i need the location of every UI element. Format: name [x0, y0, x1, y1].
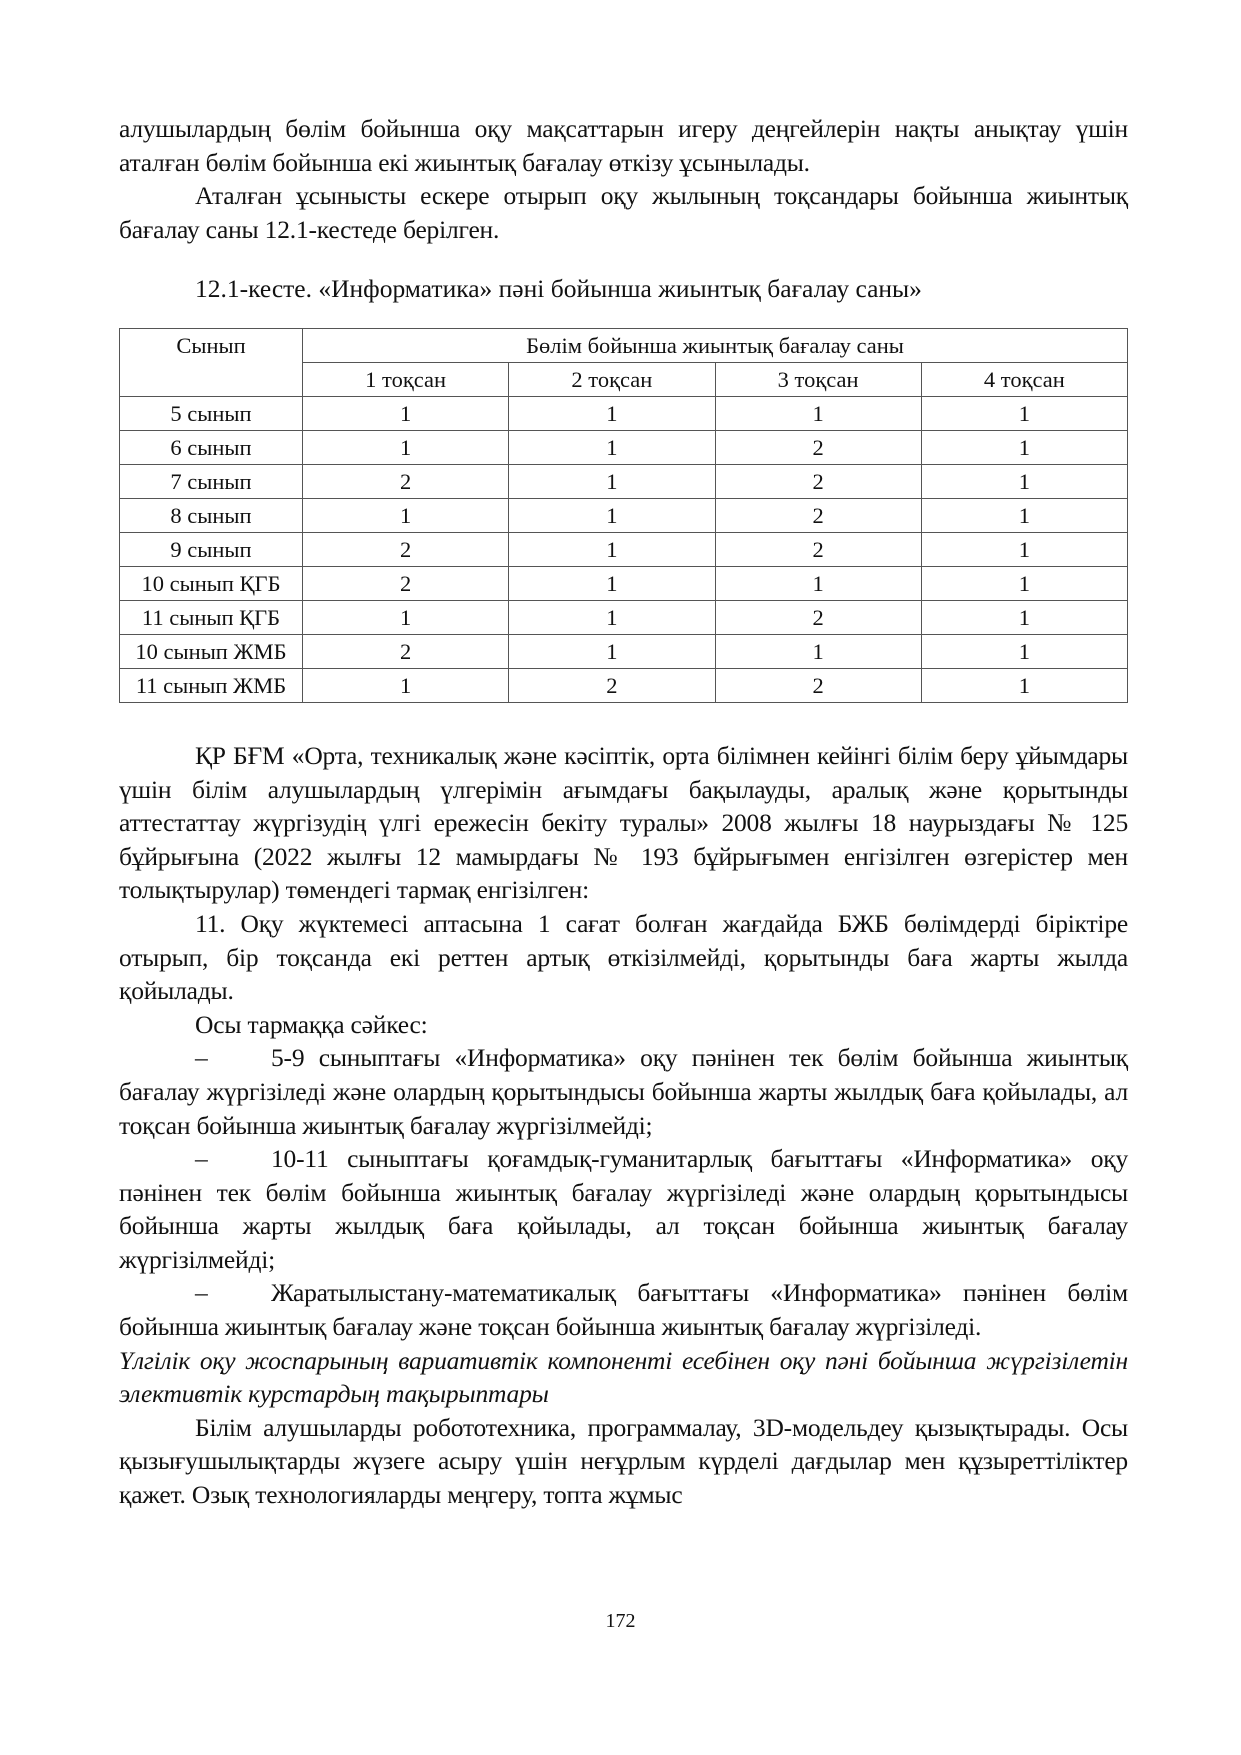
cell-quarter-4: 1: [921, 566, 1127, 600]
paragraph-intro: алушылардың бөлім бойынша оқу мақсаттарын игеру деңгейлерін нақты анықтау үшін аталған бөлім бойынша екі жиынтық бағалау өткізу ұсынылады.: [119, 114, 1128, 177]
table-row: [120, 498, 1128, 532]
paragraph-last: Білім алушыларды робототехника, программалау, 3D-модельдеу қызықтырады. Осы қызығушылықтарды жүзеге асыру үшін неғұрлым күрделі дағдылар мен құзыреттіліктер қажет. Озық технологияларды меңгеру, топта жұмыс: [119, 1412, 1128, 1510]
cell-quarter-2: 1: [509, 566, 715, 600]
cell-quarter-4: 1: [921, 634, 1127, 668]
cell-quarter-3: 1: [715, 634, 921, 668]
cell-quarter-3: 2: [715, 668, 921, 702]
bullet-dash: –: [195, 1278, 208, 1308]
bullet-dash: –: [195, 1144, 208, 1174]
cell-quarter-2: 1: [509, 600, 715, 634]
cell-quarter-1: 2: [303, 566, 509, 600]
row-class-label: 8 сынып: [120, 498, 303, 532]
cell-quarter-3: 2: [715, 464, 921, 498]
table-row: [120, 396, 1128, 430]
cell-quarter-3: 2: [715, 430, 921, 464]
bullet-text: 5-9 сыныптағы «Информатика» оқу пәнінен тек бөлім бойынша жиынтық бағалау жүргізіледі және олардың қорытындысы бойынша жарты жылдық баға қойылады, ал тоқсан бойынша жиынтық бағалау жүргізілмейді;: [119, 1043, 1128, 1140]
cell-quarter-4: 1: [921, 532, 1127, 566]
paragraph-table-reference: Аталған ұсынысты ескере отырып оқу жылының тоқсандары бойынша жиынтық бағалау саны 12.1-кестеде берілген.: [119, 181, 1128, 244]
row-class-label: 10 сынып ҚГБ: [120, 566, 303, 600]
section-heading-italic: Үлгілік оқу жоспарының вариативтік компоненті есебінен оқу пәні бойынша жүргізілетін элективтік курстардың тақырыптары: [119, 1345, 1128, 1409]
cell-quarter-3: 2: [715, 498, 921, 532]
cell-quarter-4: 1: [921, 430, 1127, 464]
cell-quarter-2: 1: [509, 396, 715, 430]
table-body: [120, 396, 1128, 702]
bullet-item: [119, 1276, 1128, 1343]
cell-quarter-4: 1: [921, 668, 1127, 702]
cell-quarter-2: 1: [509, 532, 715, 566]
paragraph-accordingly: Осы тармаққа сәйкес:: [195, 1009, 428, 1039]
header-group: Бөлім бойынша жиынтық бағалау саны: [303, 328, 1128, 362]
cell-quarter-1: 2: [303, 634, 509, 668]
paragraph-clause-11: 11. Оқу жүктемесі аптасына 1 сағат болған жағдайда БЖБ бөлімдерді біріктіре отырып, бір тоқсанда екі реттен артық өткізілмейді, қорытынды баға жарты жылда қойылады.: [119, 908, 1128, 1006]
table-row: [120, 634, 1128, 668]
row-class-label: 9 сынып: [120, 532, 303, 566]
cell-quarter-4: 1: [921, 396, 1127, 430]
table-row: [120, 668, 1128, 702]
cell-quarter-1: 2: [303, 532, 509, 566]
row-class-label: 5 сынып: [120, 396, 303, 430]
cell-quarter-1: 2: [303, 464, 509, 498]
bullet-text: 10-11 сыныптағы қоғамдық-гуманитарлық бағыттағы «Информатика» оқу пәнінен тек бөлім бойынша жиынтық бағалау жүргізіледі және олардың қорытындысы бойынша жарты жылдық баға қойылады, ал тоқсан бойынша жиынтық бағалау жүргізілмейді;: [119, 1144, 1128, 1274]
cell-quarter-1: 1: [303, 668, 509, 702]
bullet-text: Жаратылыстану-математикалық бағыттағы «Информатика» пәнінен бөлім бойынша жиынтық бағалау және тоқсан бойынша жиынтық бағалау жүргізіледі.: [119, 1278, 1128, 1342]
cell-quarter-2: 1: [509, 498, 715, 532]
table-row: [120, 464, 1128, 498]
cell-quarter-3: 2: [715, 532, 921, 566]
header-quarter-2: 2 тоқсан: [509, 362, 715, 396]
row-class-label: 11 сынып ЖМБ: [120, 668, 303, 702]
bullet-dash: –: [195, 1043, 208, 1073]
table-row: [120, 600, 1128, 634]
header-class: Сынып: [120, 328, 303, 396]
header-quarter-4: 4 тоқсан: [921, 362, 1127, 396]
cell-quarter-1: 1: [303, 498, 509, 532]
row-class-label: 7 сынып: [120, 464, 303, 498]
cell-quarter-4: 1: [921, 498, 1127, 532]
cell-quarter-1: 1: [303, 600, 509, 634]
row-class-label: 11 сынып ҚГБ: [120, 600, 303, 634]
document-page: [119, 112, 1128, 1512]
page-number: 172: [605, 1610, 636, 1632]
cell-quarter-2: 2: [509, 668, 715, 702]
table-header-row: [120, 328, 1128, 362]
cell-quarter-1: 1: [303, 430, 509, 464]
table-row: [120, 566, 1128, 600]
cell-quarter-2: 1: [509, 464, 715, 498]
header-quarter-1: 1 тоқсан: [303, 362, 509, 396]
cell-quarter-2: 1: [509, 634, 715, 668]
paragraph-order: ҚР БҒМ «Орта, техникалық және кәсіптік, орта білімнен кейінгі білім беру ұйымдары үшін білім алушылардың үлгерімін ағымдағы бақылауды, аралық және қорытынды аттестаттау жүргізудің үлгі ережесін бекіту туралы» 2008 жылғы 18 наурыздағы № 125 бұйрығына (2022 жылғы 12 мамырдағы № 193 бұйрығымен енгізілген өзгерістер мен толықтырулар) төмендегі тармақ енгізілген:: [119, 740, 1128, 905]
cell-quarter-2: 1: [509, 430, 715, 464]
cell-quarter-3: 1: [715, 566, 921, 600]
bullet-item: [119, 1041, 1128, 1142]
cell-quarter-4: 1: [921, 464, 1127, 498]
cell-quarter-4: 1: [921, 600, 1127, 634]
header-quarter-3: 3 тоқсан: [715, 362, 921, 396]
cell-quarter-3: 2: [715, 600, 921, 634]
row-class-label: 6 сынып: [120, 430, 303, 464]
table-caption: 12.1-кесте. «Информатика» пәні бойынша жиынтық бағалау саны»: [195, 274, 922, 304]
assessment-count-table: [119, 328, 1128, 703]
cell-quarter-3: 1: [715, 396, 921, 430]
table-row: [120, 430, 1128, 464]
bullet-item: [119, 1142, 1128, 1276]
row-class-label: 10 сынып ЖМБ: [120, 634, 303, 668]
cell-quarter-1: 1: [303, 396, 509, 430]
table-row: [120, 532, 1128, 566]
